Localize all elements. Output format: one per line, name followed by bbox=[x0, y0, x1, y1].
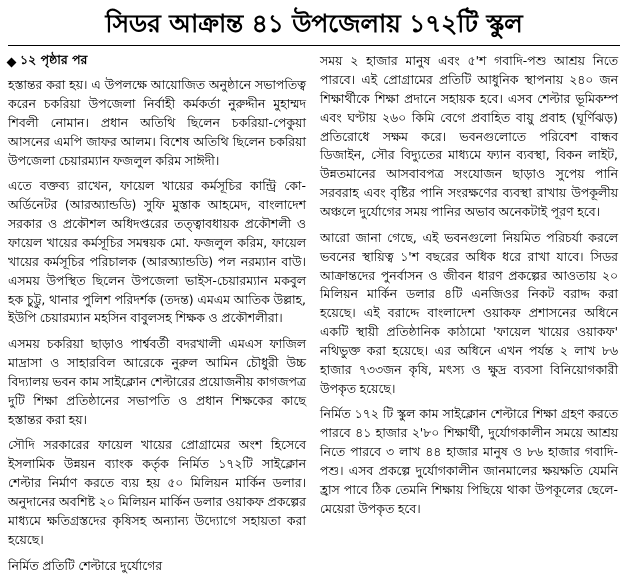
paragraph: সময় ২ হাজার মানুষ এবং ৫'শ গবাদি-পশু আশ্রয় নিতে পারবে। এই প্রোগ্রামের প্রতিটি আধুনিক স্থাপনায় ২৪০ জন শিক্ষার্থীকে শিক্ষা প্রদানে সহায়ক হবে। এসব শেল্টার ভূমিকম্প এবং ঘণ্টায় ২৬০ কিমি বেগে প্রবাহিত বায়ু প্রবাহ (ঘূর্ণিঝড়) প্রতিরোধে সক্ষম করে। ভবনগুলোতে পরিবেশ বান্ধব ডিজাইন, সৌর বিদ্যুতের মাধ্যমে ফ্যান ব্যবস্থা, বিকন লাইট, উন্নতমানের আসবাবপত্র সংযোজন ছাড়াও সুপেয় পানি সরবরাহ এবং বৃষ্টির পানি সংরক্ষণের ব্যবস্থা রাখায় উপকূলীয় অঞ্চলে দুর্যোগের সময় পানির অভাব অনেকটাই পূরণ হবে। bbox=[320, 52, 618, 222]
headline-divider bbox=[8, 45, 620, 46]
left-column bbox=[8, 52, 306, 575]
article-columns bbox=[8, 52, 620, 575]
paragraph: নির্মিত ১৭২ টি স্কুল কাম সাইক্লোন শেল্টারে শিক্ষা গ্রহণ করতে পারবে ৪১ হাজার ২'৮০ শিক্ষার্থী, দুর্যোগকালীন সময়ে আশ্রয় নিতে পারবে ৩ লাখ ৪৪ হাজার মানুষ ও ৮৬ হাজার গবাদি-পশু। এসব প্রকল্পে দুর্যোগকালীন জানমালের ক্ষয়ক্ষতি যেমনি হ্রাস পাবে ঠিক তেমনি শিক্ষায় পিছিয়ে থাকা উপকূলের ছেলে-মেয়েরা উপকৃত হবে। bbox=[320, 405, 618, 518]
paragraph: নির্মিত প্রতিটি শেল্টারে দুর্যোগের bbox=[8, 557, 306, 575]
diamond-bullet-icon bbox=[7, 57, 17, 67]
paragraph: সৌদি সরকারের ফায়েল খায়ের প্রোগ্রামের অংশ হিসেবে ইসলামিক উন্নয়ন ব্যাংক কর্তৃক নির্মিত ১৭২টি সাইক্লোন শেল্টার নির্মাণ করতে ব্যয় হয় ৫০ মিলিয়ন মার্কিন ডলার। অনুদানের অবশিষ্ট ২০ মিলিয়ন মার্কিন ডলার ওয়াকফ প্রকল্পের মাধ্যমে ক্ষতিগ্রস্তদের কৃষিসহ অন্যান্য উদ্যোগে সহায়তা করা হয়েছে। bbox=[8, 436, 306, 549]
continuation-kicker-label: ১২ পৃষ্ঠার পর bbox=[20, 52, 87, 72]
page-title: সিডর আক্রান্ত ৪১ উপজেলায় ১৭২টি স্কুল bbox=[8, 8, 620, 39]
paragraph: আরো জানা গেছে, এই ভবনগুলো নিয়মিত পরিচর্যা করলে ভবনের স্থায়িত্ব ১'শ বছরের অধিক ধরে রাখা যাবে। সিডর আক্রান্তদের পুনর্বাসন ও জীবন ধারণ প্রকল্পের আওতায় ২০ মিলিয়ন মার্কিন ডলার ৪টি এনজিওর নিকট বরাদ্দ করা হয়েছে। এই বরাদ্দে বাংলাদেশ ওয়াকফ প্রশাসনের অধিনে একটি স্থায়ী প্রতিষ্ঠানিক কাঠামো 'ফায়েল খায়ের ওয়াকফ' নথিভুক্ত করা হয়েছে। এর অধিনে এখন পর্যন্ত ২ লাখ ৮৬ হাজার ৭৩৩জন কৃষি, মৎস্য ও ক্ষুদ্র ব্যবসা বিনিয়োগকারী উপকৃত হয়েছে। bbox=[320, 229, 618, 399]
continuation-kicker bbox=[8, 52, 306, 72]
paragraph: এতে বক্তব্য রাখেন, ফায়েল খায়ের কর্মসূচির কান্ট্রি কো-অর্ডিনেটর (আরঅ্যান্ডডি) সুফি মুস্তাক আহমেদ, বাংলাদেশ সরকার ও প্রকৌশল অধিদপ্তরের তত্ত্বাবধায়ক প্রকৌশলী ও ফায়েল খায়ের কর্মসূচির সমন্বয়ক মো. ফজলুল করিম, ফায়েল খায়ের কর্মসূচির পরিচালক (আরঅ্যান্ডডি) পল নরম্যান বাউ। এসময় উপস্থিত ছিলেন উপজেলা ভাইস-চেয়ারম্যান মকবুল হক চুট্টু, থানার পুলিশ পরিদর্শক (তদন্ত) এমএম আতিক উল্লাহ, ইউপি চেয়ারম্যান মহসিন বাবুলসহ শিক্ষক ও প্রকৌশলীরা। bbox=[8, 177, 306, 328]
right-column bbox=[320, 52, 618, 525]
paragraph: এসময় চকরিয়া ছাড়াও পার্শ্ববর্তী বদরখালী এমএস ফাজিল মাদ্রাসা ও সাহারবিল আরেকে নুরুল আমিন চৌধুরী উচ্চ বিদ্যালয় ভবন কাম সাইক্লোন শেল্টারের প্রয়োজনীয় কাগজপত্র দুটি শিক্ষা প্রতিষ্ঠানের সভাপতি ও প্রধান শিক্ষকের কাছে হস্তান্তর করা হয়। bbox=[8, 335, 306, 429]
paragraph: হস্তান্তর করা হয়। এ উপলক্ষে আয়োজিত অনুষ্ঠানে সভাপতিত্ব করেন চকরিয়া উপজেলা নির্বাহী কর্মকর্তা নুরুদ্দীন মুহাম্মদ শিবলী নোমান। প্রধান অতিথি ছিলেন চকরিয়া-পেকুয়া আসনের এমপি জাফর আলম। বিশেষ অতিথি ছিলেন চকরিয়া উপজেলা চেয়ারম্যান ফজলুল করিম সাঈদী। bbox=[8, 76, 306, 170]
